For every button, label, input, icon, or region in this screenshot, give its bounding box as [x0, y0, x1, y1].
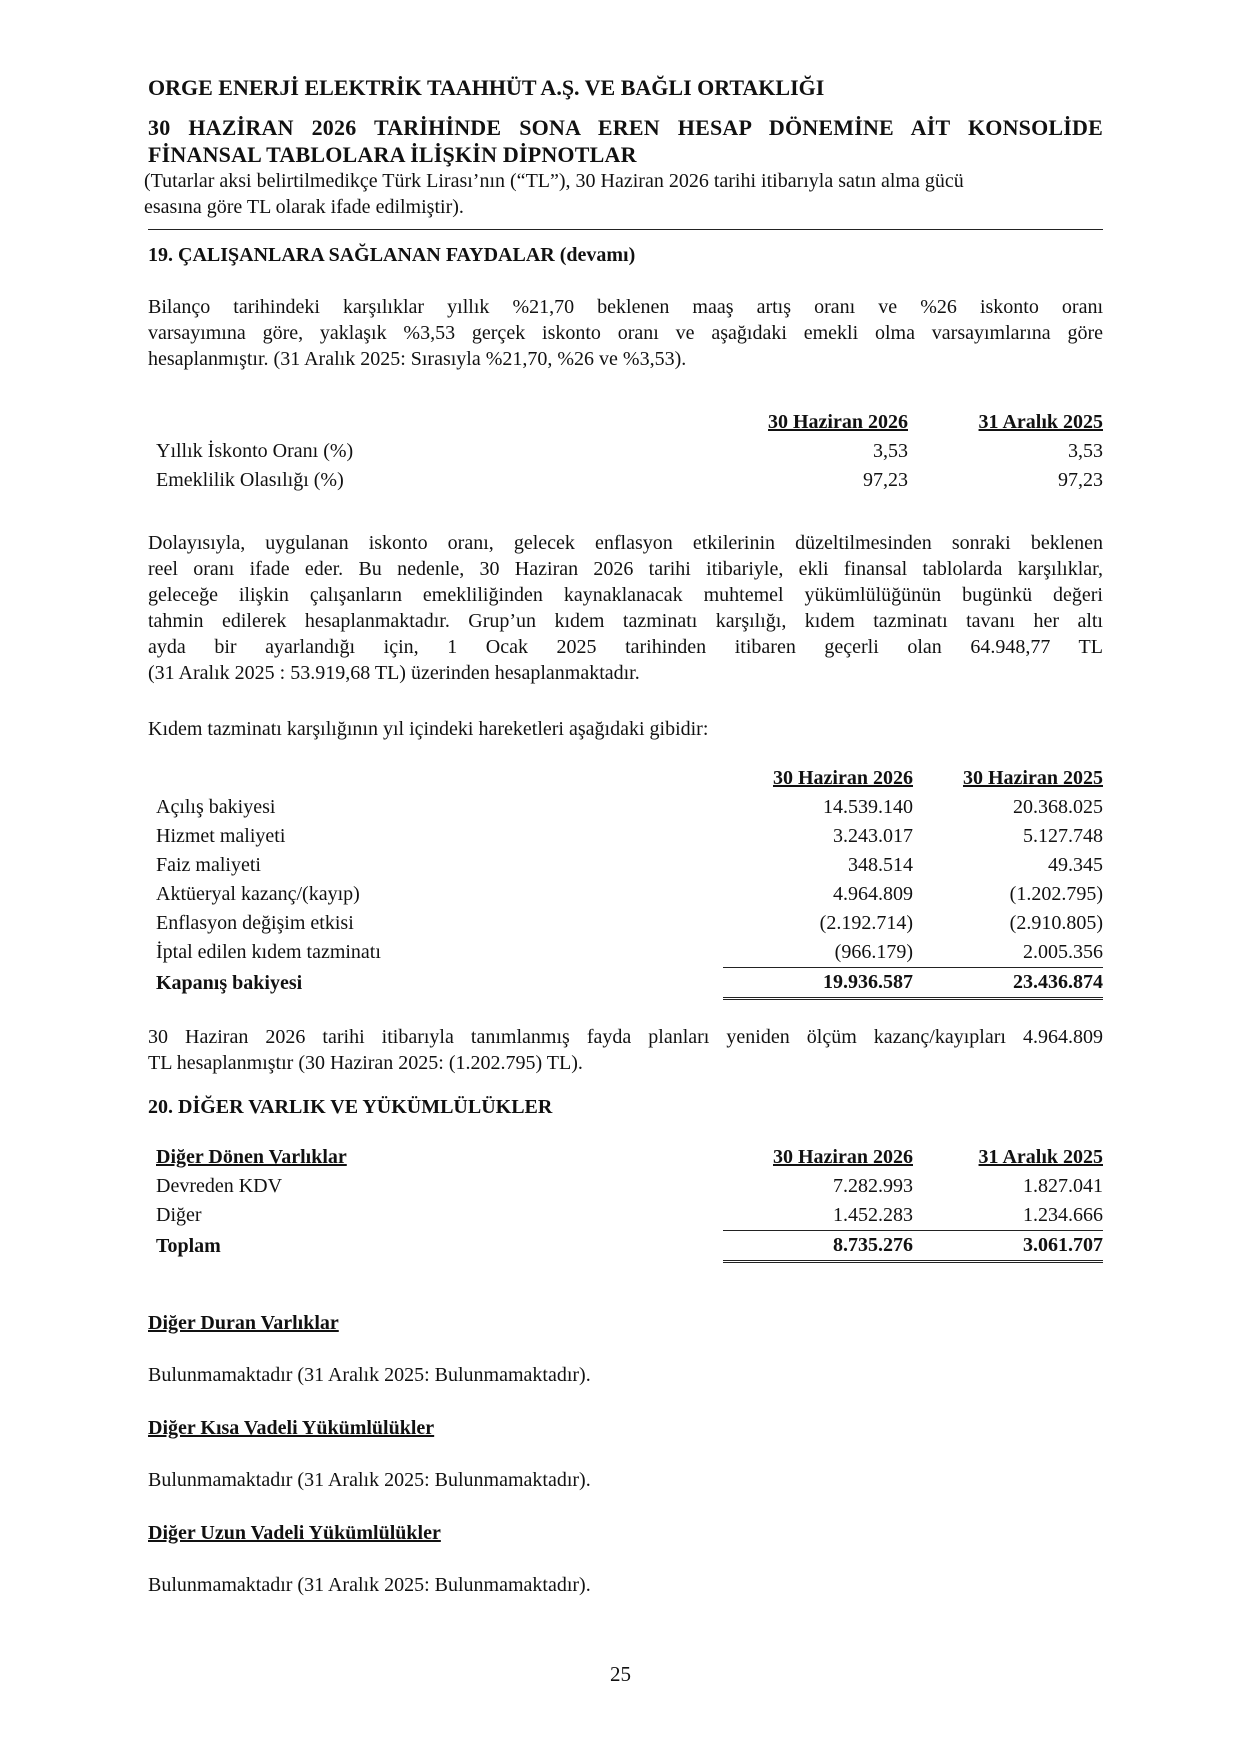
company-name: ORGE ENERJİ ELEKTRİK TAAHHÜT A.Ş. VE BAĞLI ORTAKLIĞI: [148, 75, 825, 100]
row-label: Hizmet maliyeti: [156, 825, 286, 847]
para3-line-1: 30 Haziran 2026 tarihi itibarıyla tanımlanmış fayda planları yeniden ölçüm kazanç/kayıpları 4.964.809: [148, 1026, 1103, 1048]
row-label: Emeklilik Olasılığı (%): [156, 469, 344, 491]
row-value: 97,23: [1058, 469, 1103, 491]
assumptions-col-header-1: 30 Haziran 2026: [768, 411, 908, 433]
para2-line-5: ayda bir ayarlandığı için, 1 Ocak 2025 tarihinden itibaren geçerli olan 64.948,77 TL: [148, 636, 1103, 658]
para2-line-1: Dolayısıyla, uygulanan iskonto oranı, gelecek enflasyon etkilerinin düzeltilmesinden sonraki beklenen: [148, 532, 1103, 554]
total-value: 8.735.276: [723, 1231, 913, 1262]
row-value: 1.827.041: [1023, 1175, 1103, 1197]
table-row: [148, 851, 1103, 880]
total-value: 23.436.874: [913, 968, 1103, 999]
total-label: Kapanış bakiyesi: [156, 971, 303, 994]
row-label: Diğer: [156, 1204, 202, 1227]
row-label: Enflasyon değişim etkisi: [156, 912, 354, 934]
row-value: 3.243.017: [833, 825, 913, 847]
row-value: 348.514: [848, 854, 913, 876]
row-label: Yıllık İskonto Oranı (%): [156, 440, 354, 462]
total-label: Toplam: [156, 1234, 221, 1257]
para2-line-4: tahmin edilerek hesaplanmaktadır. Grup’un kıdem tazminatı karşılığı, kıdem tazminatı tavanı her altı: [148, 610, 1103, 632]
row-value: (1.202.795): [1009, 883, 1103, 905]
table-row: [148, 466, 1103, 495]
currency-note-line-1: (Tutarlar aksi belirtilmedikçe Türk Lirası’nın (“TL”), 30 Haziran 2026 tarihi itibarıyla satın alma gücü: [144, 170, 964, 192]
row-value: (966.179): [834, 941, 913, 963]
table-row: [148, 880, 1103, 909]
section-19-paragraph-1: [148, 294, 1103, 372]
section-19-paragraph-3: [148, 1024, 1103, 1076]
row-label: Aktüeryal kazanç/(kayıp): [156, 883, 360, 905]
row-value: (2.192.714): [819, 912, 913, 934]
movements-col-header-2: 30 Haziran 2025: [963, 767, 1103, 789]
page-number: 25: [610, 1662, 631, 1686]
header-divider: [148, 229, 1103, 230]
short-liabilities-text: Bulunmamaktadır (31 Aralık 2025: Bulunmamaktadır).: [148, 1469, 591, 1491]
severance-movements-table: [148, 764, 1103, 1000]
para3-line-2: TL hesaplanmıştır (30 Haziran 2025: (1.202.795) TL).: [148, 1052, 583, 1074]
title-line-1: 30 HAZİRAN 2026 TARİHİNDE SONA EREN HESAP DÖNEMİNE AİT KONSOLİDE: [148, 115, 1103, 140]
current-assets-title: Diğer Dönen Varlıklar: [156, 1146, 347, 1168]
row-value: 3,53: [873, 440, 908, 462]
table-total-row: [148, 1231, 1103, 1262]
currency-note-line-2: esasına göre TL olarak ifade edilmiştir).: [144, 196, 464, 218]
currency-note: [144, 168, 1103, 220]
row-value: 2.005.356: [1023, 941, 1103, 963]
document-title: [148, 114, 1103, 168]
row-value: 4.964.809: [833, 883, 913, 905]
current-assets-table: [148, 1143, 1103, 1263]
para1-line-1: Bilanço tarihindeki karşılıklar yıllık %21,70 beklenen maaş artış oranı ve %26 iskonto oranı: [148, 296, 1103, 318]
row-value: 20.368.025: [1013, 796, 1103, 818]
section-19-paragraph-2: [148, 530, 1103, 686]
row-label: Devreden KDV: [156, 1175, 283, 1197]
movements-intro: Kıdem tazminatı karşılığının yıl içindeki hareketleri aşağıdaki gibidir:: [148, 718, 709, 740]
row-value: 14.539.140: [823, 796, 913, 818]
para1-line-3: hesaplanmıştır. (31 Aralık 2025: Sırasıyla %21,70, %26 ve %3,53).: [148, 348, 687, 370]
row-value: 5.127.748: [1023, 825, 1103, 847]
row-value: 1.452.283: [833, 1204, 913, 1226]
section-19-heading: 19. ÇALIŞANLARA SAĞLANAN FAYDALAR (devamı): [148, 244, 636, 266]
row-value: 3,53: [1068, 440, 1103, 462]
current-assets-col-header-2: 31 Aralık 2025: [978, 1146, 1103, 1168]
long-liabilities-text: Bulunmamaktadır (31 Aralık 2025: Bulunmamaktadır).: [148, 1574, 591, 1596]
para1-line-2: varsayımına göre, yaklaşık %3,53 gerçek iskonto oranı ve aşağıdaki emekli olma varsayımlarına göre: [148, 322, 1103, 344]
table-row: [148, 822, 1103, 851]
table-row: [148, 793, 1103, 822]
table-row: [148, 938, 1103, 968]
assumptions-table: [148, 408, 1103, 495]
row-label: İptal edilen kıdem tazminatı: [156, 941, 381, 964]
total-value: 3.061.707: [913, 1231, 1103, 1262]
row-value: 1.234.666: [1023, 1204, 1103, 1226]
current-assets-col-header-1: 30 Haziran 2026: [773, 1146, 913, 1168]
table-row: [148, 1172, 1103, 1201]
table-total-row: [148, 968, 1103, 999]
row-label: Faiz maliyeti: [156, 854, 261, 876]
row-value: 7.282.993: [833, 1175, 913, 1197]
document-page: [144, 74, 1103, 1596]
short-liabilities-heading: Diğer Kısa Vadeli Yükümlülükler: [148, 1417, 435, 1439]
para2-line-3: geleceğe ilişkin çalışanların emekliliğinden kaynaklanacak muhtemel yükümlülüğünün bugünkü değeri: [148, 584, 1103, 606]
section-20-heading: 20. DİĞER VARLIK VE YÜKÜMLÜLÜKLER: [148, 1096, 553, 1118]
total-value: 19.936.587: [723, 968, 913, 999]
table-row: [148, 437, 1103, 466]
movements-col-header-1: 30 Haziran 2026: [773, 767, 913, 789]
para2-line-6: (31 Aralık 2025 : 53.919,68 TL) üzerinden hesaplanmaktadır.: [148, 662, 640, 684]
row-value: 97,23: [863, 469, 908, 491]
row-value: (2.910.805): [1009, 912, 1103, 934]
row-label: Açılış bakiyesi: [156, 796, 276, 818]
row-value: 49.345: [1048, 854, 1103, 876]
noncurrent-assets-text: Bulunmamaktadır (31 Aralık 2025: Bulunmamaktadır).: [148, 1364, 591, 1386]
table-row: [148, 1201, 1103, 1231]
para2-line-2: reel oranı ifade eder. Bu nedenle, 30 Haziran 2026 tarihi itibariyle, ekli finansal tablolarda karşılıklar,: [148, 558, 1103, 580]
assumptions-col-header-2: 31 Aralık 2025: [978, 411, 1103, 433]
long-liabilities-heading: Diğer Uzun Vadeli Yükümlülükler: [148, 1522, 441, 1544]
noncurrent-assets-heading: Diğer Duran Varlıklar: [148, 1312, 339, 1334]
title-line-2: FİNANSAL TABLOLARA İLİŞKİN DİPNOTLAR: [148, 142, 637, 167]
table-row: [148, 909, 1103, 938]
